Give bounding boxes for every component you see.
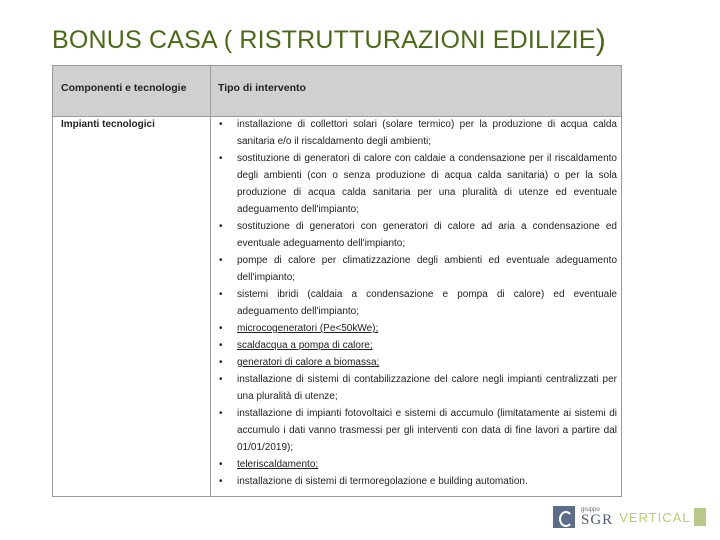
list-item — [213, 218, 617, 252]
list-item-text: sistemi ibridi (caldaia a condensazione e pompa di calore) ed eventuale adeguamento dell'impianto; — [237, 289, 617, 317]
bullet-icon: • — [219, 408, 223, 419]
bullet-icon: • — [219, 255, 223, 266]
bullet-icon: • — [219, 289, 223, 300]
list-item-text: installazione di collettori solari (solare termico) per la produzione di acqua calda sanitaria e/o il riscaldamento degli ambienti; — [237, 119, 617, 147]
bullet-icon: • — [219, 476, 223, 487]
logo-tail-icon — [694, 508, 706, 526]
bullet-icon: • — [219, 221, 223, 232]
list-item — [213, 456, 617, 473]
list-item-text: sostituzione di generatori con generatori di calore ad aria a condensazione ed eventuale adeguamento dell'impianto; — [237, 221, 617, 249]
slide-title — [52, 22, 606, 56]
bullet-icon: • — [219, 323, 223, 334]
list-item — [213, 116, 617, 150]
bullet-icon: • — [219, 357, 223, 368]
list-item-text: generatori di calore a biomassa; — [237, 357, 380, 368]
list-item-text: scaldacqua a pompa di calore; — [237, 340, 373, 351]
list-item — [213, 473, 617, 490]
table-header — [53, 66, 621, 117]
intervention-list — [213, 116, 617, 490]
bullet-icon: • — [219, 459, 223, 470]
list-item — [213, 286, 617, 320]
bullet-icon: • — [219, 153, 223, 164]
slide-title-close-paren: ) — [595, 24, 606, 57]
footer-logo — [553, 504, 706, 530]
bullet-icon: • — [219, 340, 223, 351]
list-item — [213, 252, 617, 286]
list-item — [213, 405, 617, 456]
list-item-text: installazione di sistemi di contabilizzazione del calore negli impianti centralizzati per una pluralità di utenze; — [237, 374, 617, 402]
list-item-text: installazione di impianti fotovoltaici e sistemi di accumulo (limitatamente ai sistemi di accumulo i dati vanno trasmessi per gli interventi con data di fine lavori a partire dal 01/01/2019); — [237, 408, 617, 453]
list-item — [213, 337, 617, 354]
list-item-text: sostituzione di generatori di calore con caldaie a condensazione per il riscaldamento degli ambienti (con o senza produzione di acqua calda sanitaria) o per la sola produzione di acqua calda sanitaria per una pluralità di utenze ed eventuale adeguamento dell'impianto; — [237, 153, 617, 215]
bullet-icon: • — [219, 119, 223, 130]
list-item — [213, 371, 617, 405]
list-item-text: installazione di sistemi di termoregolazione e building automation. — [237, 476, 528, 487]
slide-title-text: BONUS CASA ( RISTRUTTURAZIONI EDILIZIE — [52, 26, 596, 54]
logo-small-text: gruppo — [581, 506, 600, 513]
list-item — [213, 320, 617, 337]
interventions-table — [52, 65, 622, 497]
sgr-logo-icon — [553, 506, 575, 528]
logo-brand: SGR — [581, 511, 614, 528]
list-item — [213, 150, 617, 218]
list-item-text: microcogeneratori (Pe<50kWe); — [237, 323, 379, 334]
logo-brand2: VERTICAL — [619, 509, 691, 525]
category-label: Impianti tecnologici — [61, 119, 155, 130]
bullet-icon: • — [219, 374, 223, 385]
list-item-text: pompe di calore per climatizzazione degli ambienti ed eventuale adeguamento dell'impianto; — [237, 255, 617, 283]
list-item-text: teleriscaldamento; — [237, 459, 319, 470]
column-divider — [210, 66, 211, 496]
header-componenti: Componenti e tecnologie — [61, 82, 187, 94]
list-item — [213, 354, 617, 371]
header-tipo-intervento: Tipo di intervento — [218, 82, 306, 94]
logo-text — [581, 507, 613, 528]
